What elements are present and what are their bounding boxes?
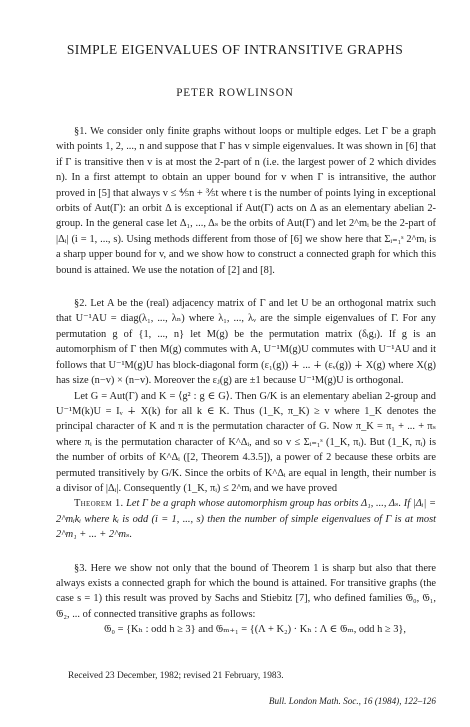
section-2-paragraph-1: §2. Let A be the (real) adjacency matrix of Γ and let U be an orthogonal matrix such that U⁻¹AU = diag(λ₁, ..., λₙ) where λ₁, ..., λᵥ are the simple eigenvalues of Γ. For any permutation g of {1, ..., n} let M(g) be the permutation matrix (δᵢgⱼ). If g is an automorphism of Γ then M(g) commutes with A, U⁻¹M(g)U commutes with U⁻¹AU and it follows that U⁻¹M(g)U has block-diagonal form (ε₁(g)) ∔ ... ∔ (εᵥ(g)) ∔ X(g) where X(g) has size (n−v) × (n−v). Moreover the εⱼ(g) are ±1 because U⁻¹M(g)U is orthogonal. [56,298,436,387]
section-gap [56,543,436,561]
theorem-heading: Theorem 1. [74,498,124,510]
paper-author: PETER ROWLINSON [176,87,294,99]
section-2-paragraph-2: Let G = Aut(Γ) and K = ⟨g² : g ∈ G⟩. Then G/K is an elementary abelian 2-group and U⁻¹M(k)U = Iᵥ ∔ X(k) for all k ∈ K. Thus (1_K, π_K) ≥ v where 1_K denotes the principal character of K and π is the permutation character of G. Now π_K = π₁ + ... + πₛ where πᵢ is the permutation character of K^Δᵢ, and so v ≤ Σᵢ₌₁ˢ (1_K, πᵢ). But (1_K, πᵢ) is the number of orbits of K^Δᵢ ([2, Theorem 4.3.5]), a power of 2 because these orbits are permuted transitively by G/K. Since the orbits of K^Δᵢ are equal in length, their number is a divisor of |Δᵢ|. Consequently (1_K, πᵢ) ≤ 2^mᵢ and we have proved [56,390,436,494]
section-gap [56,278,436,296]
theorem-1 [56,496,436,542]
theorem-text: Let Γ be a graph whose automorphism group has orbits Δ₁, ..., Δₛ. If |Δᵢ| = 2^mᵢkᵢ where kᵢ is odd (i = 1, ..., s) then the number of simple eigenvalues of Γ is at most 2^m₁ + ... + 2^mₛ. [56,498,436,541]
journal-citation-text: Bull. London Math. Soc., 16 (1984), 122–126 [268,696,436,706]
journal-citation [56,696,436,706]
display-equation: 𝔊₀ = {Kₕ : odd h ≥ 3} and 𝔊ₘ₊₁ = {(Λ + K₂) · Kₕ : Λ ∈ 𝔊ₘ, odd h ≥ 3}, [104,624,406,636]
section-1-paragraph: §1. We consider only finite graphs without loops or multiple edges. Let Γ be a graph with points 1, 2, ..., n and suppose that Γ has v simple eigenvalues. It was shown in [6] that if Γ is transitive then v is at most the 2-part of n (i.e. the largest power of 2 which divides n). In a first attempt to obtain an upper bound for v when Γ is intransitive, the author proved in [5] that always v ≤ ⅘n + ⅗t where t is the number of points lying in exceptional orbits of Aut(Γ): an orbit Δ is exceptional if Aut(Γ) acts on Δ as an elementary abelian 2-group. In the general case let Δ₁, ..., Δₛ be the orbits of Aut(Γ) and let 2^mᵢ be the 2-part of |Δᵢ| (i = 1, ..., s). Using methods different from those of [6] we show here that Σᵢ₌₁ˢ 2^mᵢ is a sharp upper bound for v, and we show how to construct a connected graph for which this bound is attained. We use the notation of [2] and [8]. [56,126,436,276]
paper-title: SIMPLE EIGENVALUES OF INTRANSITIVE GRAPHS [66,42,404,57]
received-note: Received 23 December, 1982; revised 21 February, 1983. [68,671,284,681]
paper-body [56,124,436,638]
section-3-paragraph: §3. Here we show not only that the bound of Theorem 1 is sharp but also that there always exists a connected graph for which the bound is attained. For transitive graphs (the case s = 1) this result was proved by Sachs and Stiebitz [7], who defined families 𝔊₀, 𝔊₁, 𝔊₂, ... of connected transitive graphs as follows: [56,562,436,620]
